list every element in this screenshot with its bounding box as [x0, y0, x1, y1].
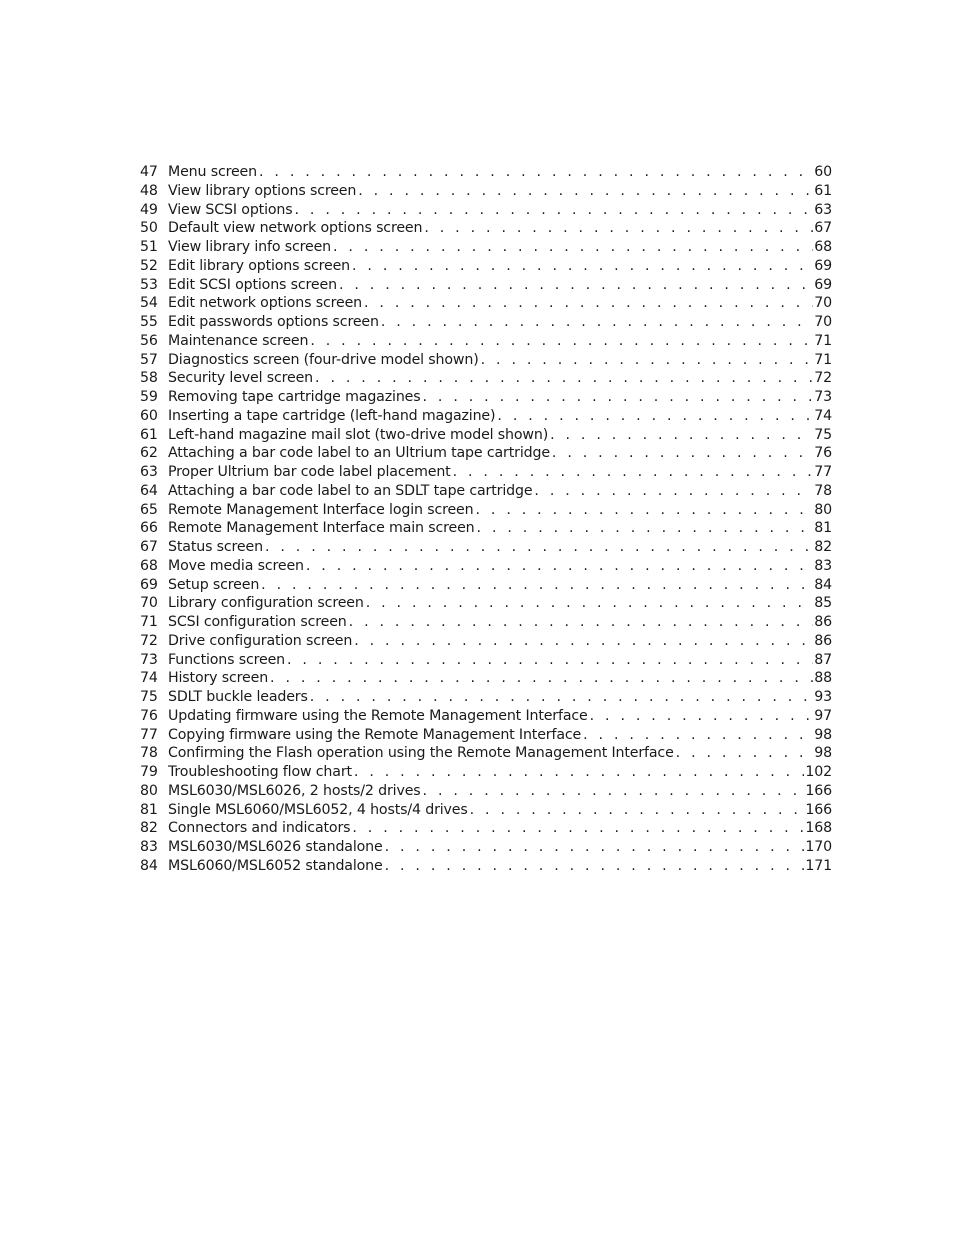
dot-leader	[381, 313, 813, 332]
toc-entry[interactable]	[140, 669, 832, 688]
dot-leader	[552, 444, 813, 463]
dot-leader	[422, 388, 813, 407]
page-number[interactable]: 97	[814, 707, 832, 724]
dot-leader	[424, 219, 813, 238]
page-number[interactable]: 61	[814, 182, 832, 199]
figure-title[interactable]: View SCSI options	[168, 201, 293, 218]
page-number[interactable]: 70	[814, 314, 832, 330]
dot-leader	[385, 857, 805, 876]
toc-entry[interactable]	[140, 182, 832, 201]
page-number[interactable]: 87	[814, 651, 832, 668]
toc-entry[interactable]	[140, 538, 832, 557]
page-number[interactable]: 73	[814, 389, 832, 405]
figure-number: 54	[140, 295, 158, 312]
figure-title[interactable]: Edit network options screen	[168, 295, 362, 312]
toc-entry[interactable]	[140, 632, 832, 651]
toc-entry[interactable]	[140, 651, 832, 670]
toc-entry[interactable]	[140, 369, 832, 388]
figure-title[interactable]: Security level screen	[168, 370, 314, 387]
figure-number: 50	[140, 220, 158, 237]
toc-entry[interactable]	[140, 726, 832, 745]
figure-number: 73	[140, 651, 158, 668]
toc-entry[interactable]	[140, 257, 832, 276]
toc-entry[interactable]	[140, 388, 832, 407]
figure-number: 71	[140, 614, 158, 630]
dot-leader	[354, 763, 804, 782]
figure-number: 83	[140, 839, 158, 855]
figure-title[interactable]: Menu screen	[168, 164, 257, 180]
dot-leader	[364, 294, 813, 313]
toc-entry[interactable]	[140, 426, 832, 445]
page-number[interactable]: 67	[814, 220, 832, 237]
page-number[interactable]: 71	[814, 332, 832, 349]
figure-title[interactable]: Left-hand magazine mail slot (two-drive model shown)	[168, 426, 549, 443]
dot-leader	[339, 276, 813, 295]
toc-entry[interactable]	[140, 744, 832, 763]
figure-number: 55	[140, 314, 158, 330]
toc-entry[interactable]	[140, 801, 832, 820]
figure-title[interactable]: Remote Management Interface main screen	[168, 520, 475, 537]
toc-entry[interactable]	[140, 444, 832, 463]
dot-leader	[310, 332, 813, 351]
figure-title[interactable]: Edit passwords options screen	[168, 314, 379, 330]
toc-entry[interactable]	[140, 782, 832, 801]
figure-title[interactable]: Confirming the Flash operation using the Remote Management Interface	[168, 745, 674, 762]
page-number[interactable]: 75	[814, 426, 832, 443]
figure-title[interactable]: SCSI configuration screen	[168, 614, 347, 630]
dot-leader	[481, 351, 814, 370]
figure-title[interactable]: Remote Management Interface login screen	[168, 501, 474, 518]
page-number[interactable]: 69	[814, 276, 832, 293]
list-of-figures	[140, 163, 832, 876]
page-number[interactable]: 77	[814, 464, 832, 480]
page-number[interactable]: 88	[814, 670, 832, 687]
toc-entry[interactable]	[140, 482, 832, 501]
page-number[interactable]: 69	[814, 257, 832, 274]
figure-number: 69	[140, 576, 158, 593]
toc-entry[interactable]	[140, 763, 832, 782]
figure-title[interactable]: Drive configuration screen	[168, 632, 353, 649]
page-number[interactable]: 98	[814, 726, 832, 743]
figure-number: 59	[140, 389, 158, 405]
page-number[interactable]: 166	[805, 782, 832, 799]
figure-number: 76	[140, 707, 158, 724]
page-number[interactable]: 74	[814, 407, 832, 424]
toc-entry[interactable]	[140, 463, 832, 482]
toc-entry[interactable]	[140, 238, 832, 257]
dot-leader	[352, 257, 813, 276]
figure-number: 61	[140, 426, 158, 443]
figure-title[interactable]: Connectors and indicators	[168, 820, 351, 837]
figure-number: 62	[140, 445, 158, 462]
figure-title[interactable]: Edit library options screen	[168, 257, 351, 274]
figure-title[interactable]: Inserting a tape cartridge (left-hand magazine)	[168, 407, 496, 424]
figure-number: 70	[140, 595, 158, 612]
page-number[interactable]: 71	[814, 351, 832, 368]
dot-leader	[261, 576, 813, 595]
figure-number: 56	[140, 332, 158, 349]
dot-leader	[259, 163, 813, 182]
dot-leader	[354, 632, 813, 651]
toc-entry[interactable]	[140, 407, 832, 426]
figure-title[interactable]: Single MSL6060/MSL6052, 4 hosts/4 drives	[168, 801, 468, 818]
figure-title[interactable]: Library configuration screen	[168, 595, 364, 612]
toc-entry[interactable]	[140, 838, 832, 857]
figure-title[interactable]: Functions screen	[168, 651, 286, 668]
page-number[interactable]: 70	[814, 295, 832, 312]
figure-title[interactable]: View library info screen	[168, 239, 332, 255]
toc-entry[interactable]	[140, 351, 832, 370]
figure-title[interactable]: Maintenance screen	[168, 332, 309, 349]
dot-leader	[676, 744, 814, 763]
figure-title[interactable]: SDLT buckle leaders	[168, 689, 308, 705]
figure-title[interactable]: Updating firmware using the Remote Management Interface	[168, 707, 588, 724]
figure-title[interactable]: Attaching a bar code label to an Ultrium tape cartridge	[168, 445, 550, 462]
dot-leader	[590, 707, 814, 726]
figure-number: 52	[140, 257, 158, 274]
figure-number: 78	[140, 745, 158, 762]
dot-leader	[366, 594, 814, 613]
toc-entry[interactable]	[140, 163, 832, 182]
figure-title[interactable]: Troubleshooting flow chart	[168, 764, 352, 780]
toc-entry[interactable]	[140, 313, 832, 332]
figure-title[interactable]: Default view network options screen	[168, 220, 423, 237]
toc-entry[interactable]	[140, 857, 832, 876]
page-number[interactable]: 83	[814, 557, 832, 574]
page-number[interactable]: 63	[814, 201, 832, 218]
page-number[interactable]: 85	[814, 595, 832, 612]
figure-title[interactable]: Removing tape cartridge magazines	[168, 389, 421, 405]
dot-leader	[349, 613, 814, 632]
page-number[interactable]: 98	[814, 745, 832, 762]
dot-leader	[423, 782, 805, 801]
page-number[interactable]: 170	[805, 839, 832, 855]
figure-title[interactable]: MSL6030/MSL6026, 2 hosts/2 drives	[168, 782, 421, 799]
figure-number: 60	[140, 407, 158, 424]
figure-number: 48	[140, 182, 158, 199]
figure-title[interactable]: Copying firmware using the Remote Management Interface	[168, 726, 582, 743]
figure-title[interactable]: History screen	[168, 670, 269, 687]
toc-entry[interactable]	[140, 219, 832, 238]
toc-entry[interactable]	[140, 332, 832, 351]
dot-leader	[315, 369, 813, 388]
toc-entry[interactable]	[140, 688, 832, 707]
dot-leader	[477, 519, 814, 538]
page-number[interactable]: 72	[814, 370, 832, 387]
dot-leader	[470, 801, 805, 820]
figure-number: 64	[140, 482, 158, 499]
figure-title[interactable]: View library options screen	[168, 182, 357, 199]
figure-number: 63	[140, 464, 158, 480]
dot-leader	[475, 501, 813, 520]
dot-leader	[295, 201, 814, 220]
figure-number: 80	[140, 782, 158, 799]
figure-title[interactable]: Edit SCSI options screen	[168, 276, 337, 293]
dot-leader	[270, 669, 813, 688]
toc-entry[interactable]	[140, 501, 832, 520]
figure-number: 58	[140, 370, 158, 387]
toc-entry[interactable]	[140, 276, 832, 295]
page-number[interactable]: 171	[805, 857, 832, 874]
dot-leader	[385, 838, 805, 857]
dot-leader	[583, 726, 813, 745]
dot-leader	[287, 651, 813, 670]
figure-title[interactable]: Diagnostics screen (four-drive model shown)	[168, 351, 479, 368]
figure-number: 49	[140, 201, 158, 218]
figure-number: 47	[140, 164, 158, 180]
toc-entry[interactable]	[140, 707, 832, 726]
page-number[interactable]: 168	[805, 820, 832, 837]
toc-entry[interactable]	[140, 201, 832, 220]
figure-number: 79	[140, 764, 158, 780]
figure-title[interactable]: Move media screen	[168, 557, 304, 574]
figure-number: 82	[140, 820, 158, 837]
figure-number: 65	[140, 501, 158, 518]
page-number[interactable]: 86	[814, 632, 832, 649]
page-number[interactable]: 84	[814, 576, 832, 593]
dot-leader	[352, 819, 804, 838]
figure-title[interactable]: Setup screen	[168, 576, 260, 593]
figure-title[interactable]: Attaching a bar code label to an SDLT tape cartridge	[168, 482, 533, 499]
page-number[interactable]: 82	[814, 539, 832, 555]
page-number[interactable]: 166	[805, 801, 832, 818]
page-number[interactable]: 68	[814, 239, 832, 255]
figure-number: 84	[140, 857, 158, 874]
page-number[interactable]: 81	[814, 520, 832, 537]
page-number[interactable]: 80	[814, 501, 832, 518]
toc-entry[interactable]	[140, 819, 832, 838]
figure-number: 66	[140, 520, 158, 537]
figure-number: 72	[140, 632, 158, 649]
page-number[interactable]: 102	[805, 764, 832, 780]
dot-leader	[497, 407, 813, 426]
toc-entry[interactable]	[140, 519, 832, 538]
figure-title[interactable]: Status screen	[168, 539, 263, 555]
dot-leader	[306, 557, 813, 576]
figure-number: 53	[140, 276, 158, 293]
dot-leader	[310, 688, 814, 707]
toc-entry[interactable]	[140, 613, 832, 632]
figure-title[interactable]: MSL6060/MSL6052 standalone	[168, 857, 383, 874]
dot-leader	[358, 182, 813, 201]
toc-entry[interactable]	[140, 594, 832, 613]
dot-leader	[265, 538, 813, 557]
figure-title[interactable]: Proper Ultrium bar code label placement	[168, 464, 451, 480]
dot-leader	[453, 463, 814, 482]
page-number[interactable]: 60	[814, 164, 832, 180]
page-number[interactable]: 76	[814, 445, 832, 462]
page-number[interactable]: 93	[814, 689, 832, 705]
figure-number: 51	[140, 239, 158, 255]
figure-number: 77	[140, 726, 158, 743]
toc-entry[interactable]	[140, 576, 832, 595]
page-number[interactable]: 86	[814, 614, 832, 630]
toc-entry[interactable]	[140, 557, 832, 576]
figure-title[interactable]: MSL6030/MSL6026 standalone	[168, 839, 383, 855]
toc-entry[interactable]	[140, 294, 832, 313]
dot-leader	[534, 482, 813, 501]
figure-number: 67	[140, 539, 158, 555]
figure-number: 81	[140, 801, 158, 818]
dot-leader	[550, 426, 813, 445]
figure-number: 75	[140, 689, 158, 705]
figure-number: 57	[140, 351, 158, 368]
dot-leader	[333, 238, 813, 257]
figure-number: 74	[140, 670, 158, 687]
page-number[interactable]: 78	[814, 482, 832, 499]
figure-number: 68	[140, 557, 158, 574]
